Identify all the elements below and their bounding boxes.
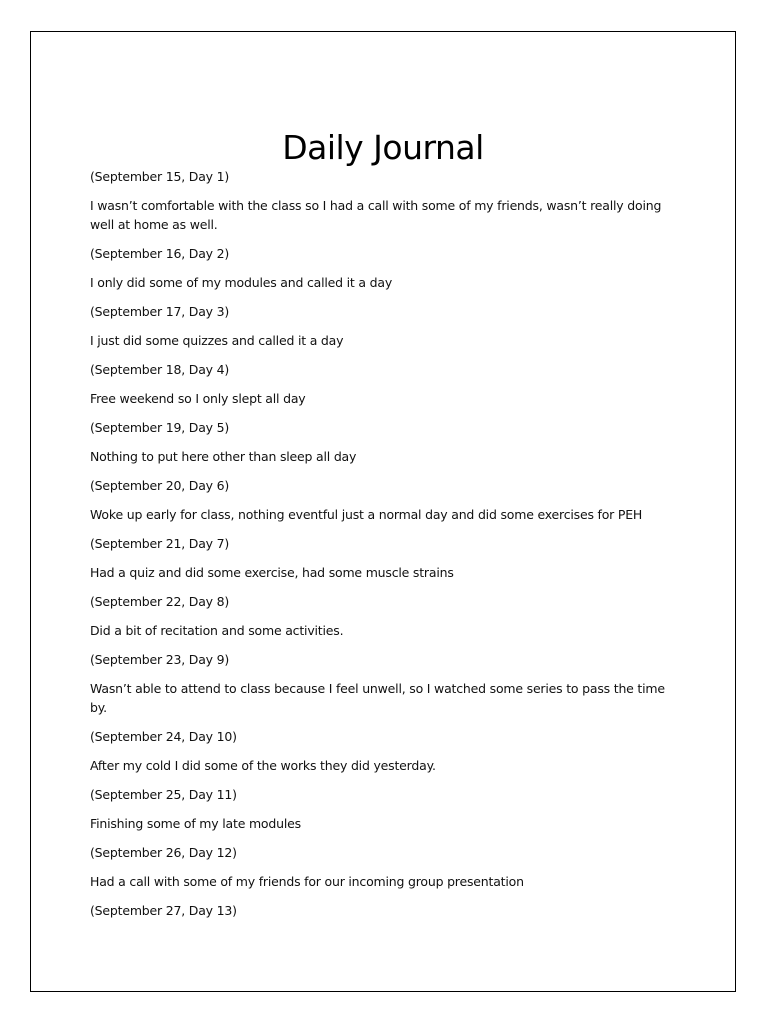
entry-date: (September 25, Day 11) (90, 787, 237, 802)
page-title: Daily Journal (282, 128, 484, 167)
entry-date: (September 19, Day 5) (90, 420, 230, 435)
entry-text: Wasn’t able to attend to class because I feel unwell, so I watched some series to pass the time by. (90, 681, 665, 715)
entry-date: (September 23, Day 9) (90, 652, 230, 667)
document-page (30, 31, 736, 992)
entry-text: Had a quiz and did some exercise, had some muscle strains (90, 565, 454, 580)
entry-text: Had a call with some of my friends for our incoming group presentation (90, 874, 524, 889)
entry-text: After my cold I did some of the works they did yesterday. (90, 758, 436, 773)
entry-date: (September 15, Day 1) (90, 169, 230, 184)
entry-text: I just did some quizzes and called it a day (90, 333, 344, 348)
entry-text: Woke up early for class, nothing eventful just a normal day and did some exercises for PEH (90, 507, 643, 522)
journal-entries (90, 167, 675, 930)
entry-date: (September 24, Day 10) (90, 729, 237, 744)
entry-date: (September 16, Day 2) (90, 246, 230, 261)
entry-date: (September 21, Day 7) (90, 536, 230, 551)
entry-text: Nothing to put here other than sleep all day (90, 449, 357, 464)
entry-date: (September 26, Day 12) (90, 845, 237, 860)
entry-date: (September 27, Day 13) (90, 903, 237, 918)
entry-text: I only did some of my modules and called it a day (90, 275, 393, 290)
entry-date: (September 18, Day 4) (90, 362, 230, 377)
entry-text: Finishing some of my late modules (90, 816, 301, 831)
entry-date: (September 20, Day 6) (90, 478, 230, 493)
entry-date: (September 22, Day 8) (90, 594, 230, 609)
entry-text: I wasn’t comfortable with the class so I had a call with some of my friends, wasn’t really doing well at home as well. (90, 198, 662, 232)
entry-date: (September 17, Day 3) (90, 304, 230, 319)
entry-text: Did a bit of recitation and some activities. (90, 623, 344, 638)
entry-text: Free weekend so I only slept all day (90, 391, 306, 406)
